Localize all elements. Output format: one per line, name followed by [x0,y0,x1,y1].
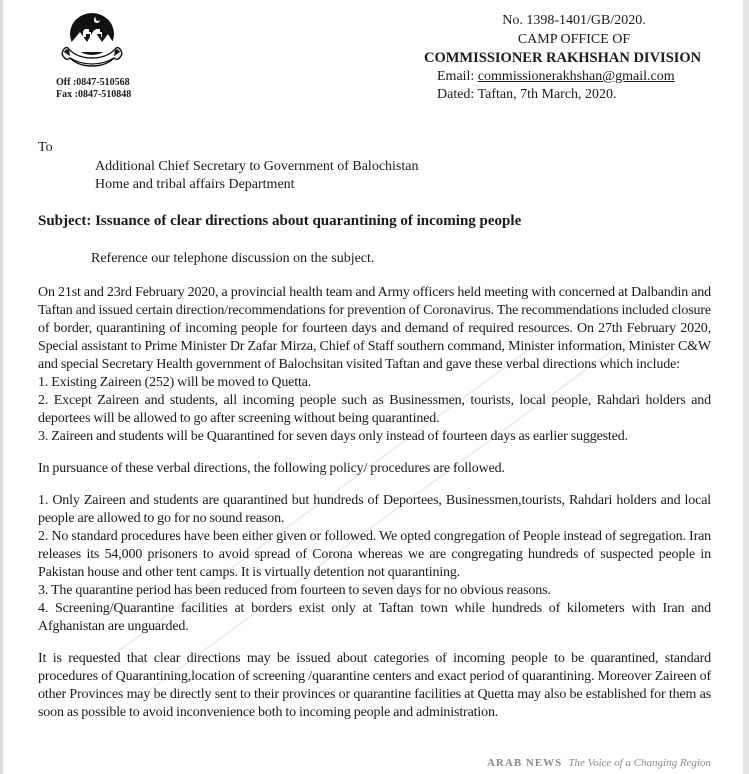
balochistan-emblem-icon [56,10,128,72]
reference-number: No. 1398-1401/GB/2020. [502,13,646,28]
page-edge-right [743,0,749,774]
page-edge-left [0,0,3,774]
contact-numbers [56,77,131,101]
watermark-tagline: The Voice of a Changing Region [568,757,711,769]
request-text: It is requested that clear directions may be issued about categories of incoming people to be quarantined, standard procedures of Quarantining,location of screening /quarantine centers and exact period of quarantining. Moreover Zaireen of other Provinces may be directly sent to their provinces or quarantine facilities at Quetta may also be established for them as soon as possible to avoid inconvenience both to incoming people and administration. [38,651,711,720]
observation-item: 1. Only Zaireen and students are quarantined but hundreds of Deportees, Businessmen,tourists, Rahdari holders and local people are allowed to go for no sound reason. [38,493,711,526]
intro-paragraph: On 21st and 23rd February 2020, a provincial health team and Army officers held meeting with concerned at Dalbandin and Taftan and issued certain direction/recommendations for prevention of Coronavirus. The recommendations included closure of border, quarantining of incoming people for fourteen days and demand of required resources. On 27th February 2020, Special assistant to Prime Minister Dr Zafar Mirza, Chief of Staff southern command, Minister information, Minister C&W and special Secretary Health government of Balochsitan visited Taftan and gave these verbal directions which include: [38,285,711,372]
addressee-line-1: Additional Chief Secretary to Government of Balochistan [95,159,419,174]
watermark-caption [38,756,711,770]
email-label: Email: [437,68,478,84]
to-label: To [38,140,53,155]
camp-office-label: CAMP OFFICE OF [517,31,631,47]
watermark-brand: ARAB NEWS [486,757,563,769]
pursuance-text: In pursuance of these verbal directions, the following policy/ procedures are followed. [38,461,505,476]
observation-item: 2. No standard procedures have been either given or followed. We opted congregation of People instead of segregation. Iran releases its 54,000 prisoners to avoid spread of Corona whereas we are congregating hundreds of suspected people in Pakistan house and other tent camps. It is virtually detention not quarantining. [38,529,711,580]
email-line [424,68,724,87]
letter-body [38,284,711,722]
reference-line: Reference our telephone discussion on the subject. [91,251,375,266]
date-line: Dated: Taftan, 7th March, 2020. [437,87,617,102]
email-link[interactable]: commissionerakhshan@gmail.com [477,68,675,84]
commissioner-title: COMMISSIONER RAKHSHAN DIVISION [424,50,702,66]
office-phone: Off :0847-510568 [56,77,130,88]
subject-line: Subject: Issuance of clear directions about quarantining of incoming people [38,213,522,229]
direction-item: 1. Existing Zaireen (252) will be moved to Quetta. [38,375,312,390]
addressee-line-2: Home and tribal affairs Department [95,177,295,192]
observation-item: 4. Screening/Quarantine facilities at borders exist only at Taftan town while hundreds of kilometers with Iran and Afghanistan are unguarded. [38,601,711,634]
fax-number: Fax :0847-510848 [56,89,132,100]
addressee [95,158,418,194]
letterhead-info [424,12,724,105]
direction-item: 2. Except Zaireen and students, all incoming people such as Businessmen, tourists, local people, Rahdari holders and deportees will be allowed to go after screening without being quarantined. [38,393,711,426]
direction-item: 3. Zaireen and students will be Quarantined for seven days only instead of fourteen days as earlier suggested. [38,429,628,444]
observation-item: 3. The quarantine period has been reduced from fourteen to seven days for no obvious reasons. [38,583,551,598]
